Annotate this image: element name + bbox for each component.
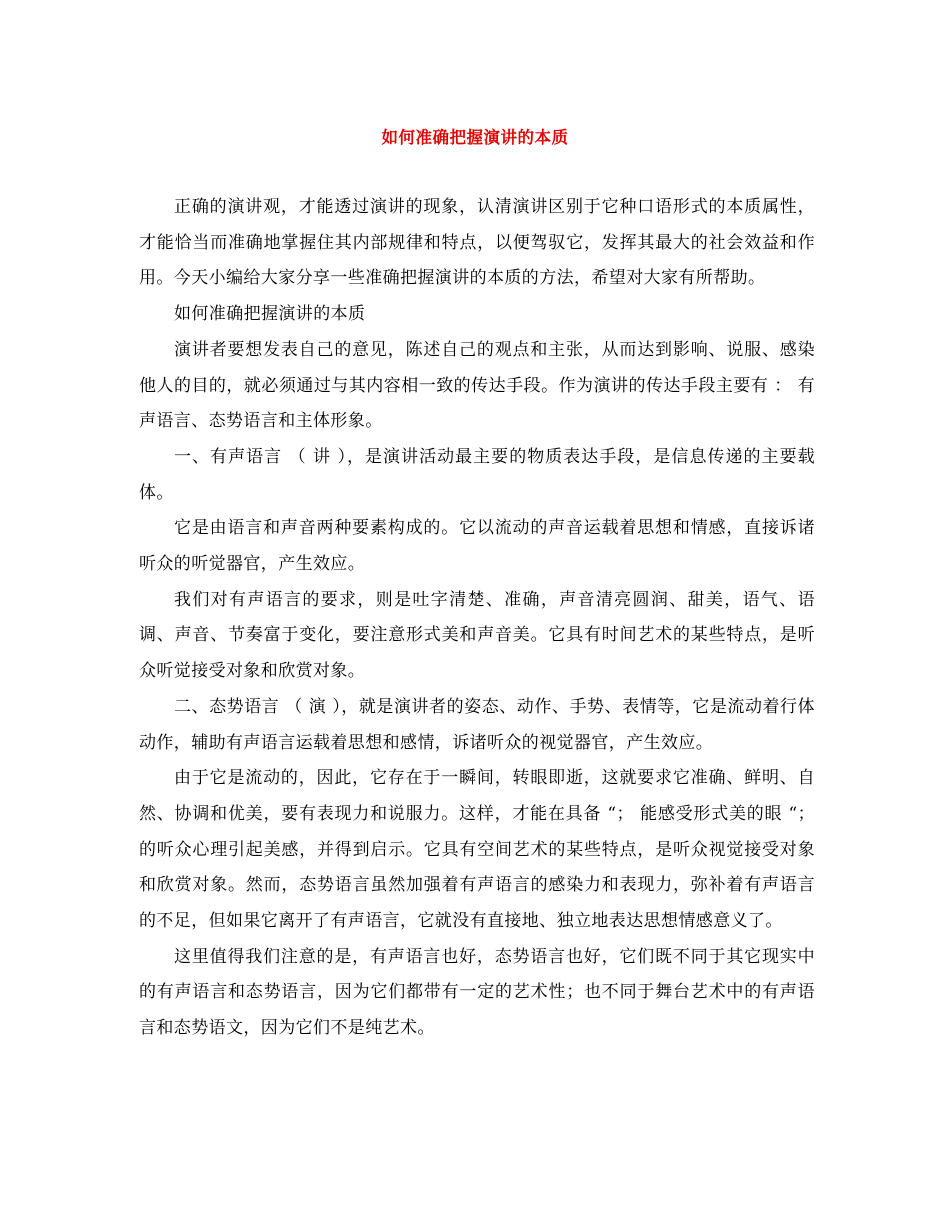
paragraph-means: 演讲者要想发表自己的意见，陈述自己的观点和主张，从而达到影响、说服、感染他人的目的，就必须通过与其内容相一致的传达手段。作为演讲的传达手段主要有 ： 有声语言、态势语言和主体形象。 xyxy=(139,339,815,432)
paragraph-conclusion: 这里值得我们注意的是，有声语言也好，态势语言也好，它们既不同于其它现实中的有声语言和态势语言，因为它们都带有一定的艺术性；也不同于舞台艺术中的有声语言和态势语文，因为它们不是纯艺术。 xyxy=(139,946,815,1039)
paragraph-spoken-composition: 它是由语言和声音两种要素构成的。它以流动的声音运载着思想和情感，直接诉诸听众的听觉器官，产生效应。 xyxy=(139,518,815,575)
document-body xyxy=(139,190,815,1047)
paragraph-intro: 正确的演讲观，才能透过演讲的现象，认清演讲区别于它种口语形式的本质属性，才能恰当而准确地掌握住其内部规律和特点，以便驾驭它，发挥其最大的社会效益和作用。今天小编给大家分享一些准确把握演讲的本质的方法，希望对大家有所帮助。 xyxy=(139,197,815,289)
paragraph-spoken-language: 一、有声语言 （ 讲 ），是演讲活动最主要的物质表达手段，是信息传递的主要载体。 xyxy=(139,446,815,503)
paragraph-spoken-requirements: 我们对有声语言的要求，则是吐字清楚、准确，声音清亮圆润、甜美，语气、语调、声音、节奏富于变化，要注意形式美和声音美。它具有时间艺术的某些特点，是听众听觉接受对象和欣赏对象。 xyxy=(139,589,815,682)
paragraph-body-language: 二、态势语言 （ 演 ），就是演讲者的姿态、动作、手势、表情等，它是流动着行体动作，辅助有声语言运载着思想和感情，诉诸听众的视觉器官，产生效应。 xyxy=(139,696,815,753)
paragraph-body-language-details: 由于它是流动的，因此，它存在于一瞬间，转眼即逝，这就要求它准确、鲜明、自然、协调和优美，要有表现力和说服力。这样，才能在具备 “； 能感受形式美的眼 “； 的听众心理引起美感，并得到启示。它具有空间艺术的某些特点，是听众视觉接受对象和欣赏对象。然而，态势语言虽然加强着有声语言的感染力和表现力，弥补着有声语言的不足，但如果它离开了有声语言，它就没有直接地、独立地表达思想情感意义了。 xyxy=(139,768,815,932)
paragraph-subheading: 如何准确把握演讲的本质 xyxy=(174,304,366,325)
document-title: 如何准确把握演讲的本质 xyxy=(381,128,569,147)
